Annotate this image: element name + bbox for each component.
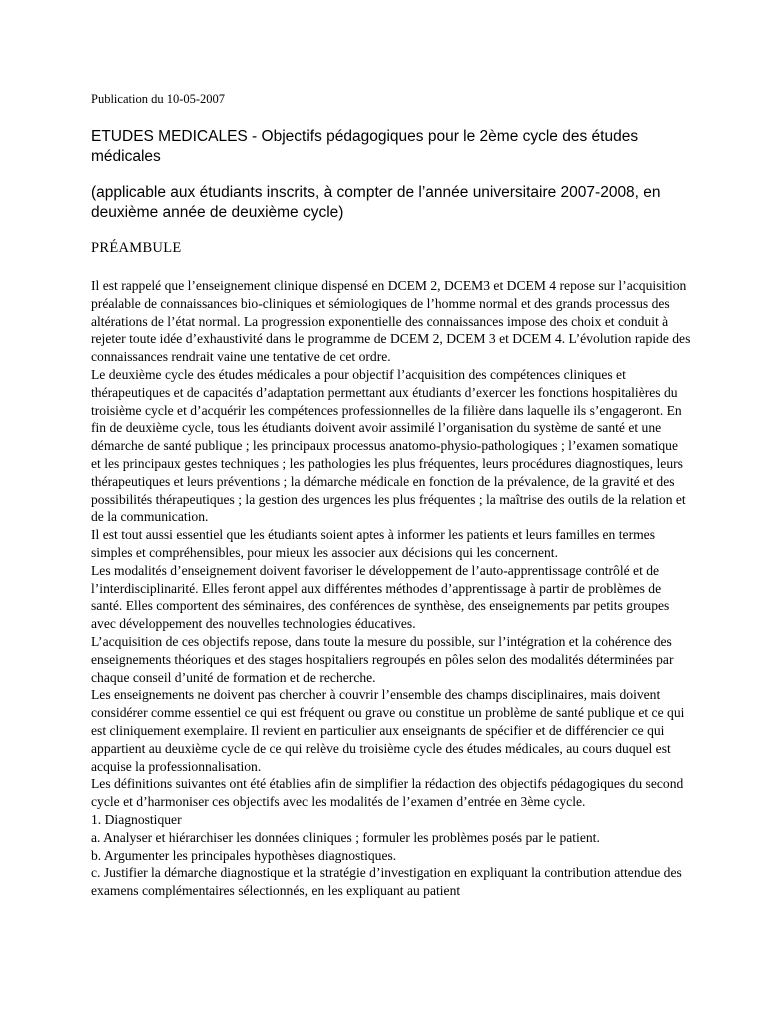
paragraph-3: Il est tout aussi essentiel que les étudiants soient aptes à informer les patients et leurs familles en termes simples et compréhensibles, pour mieux les associer aux décisions qui les concernent.: [91, 527, 655, 560]
paragraph-2: Le deuxième cycle des études médicales a pour objectif l’acquisition des compétences cliniques et thérapeutiques et de capacités d’adaptation permettant aux étudiants d’exercer les fonctions hospitalières du troisième cycle et d’acquérir les compétences professionnelles de la filière dans laquelle ils s’engageront. En fin de deuxième cycle, tous les étudiants doivent avoir assimilé l’organisation du système de santé et une démarche de santé publique ; les principaux processus anatomo-physio-pathologiques ; l’examen somatique et les principaux gestes techniques ; les pathologies les plus fréquentes, leurs procédures diagnostiques, leurs thérapeutiques et leurs préventions ; la démarche médicale en fonction de la prévalence, de la gravité et des possibilités thérapeutiques ; la gestion des urgences les plus fréquentes ; la maîtrise des outils de la relation et de la communication.: [91, 366, 686, 525]
paragraph-6: Les enseignements ne doivent pas chercher à couvrir l’ensemble des champs disciplinaires, mais doivent considérer comme essentiel ce qui est fréquent ou grave ou constitue un problème de santé publique et ce qui est cliniquement exemplaire. Il revient en particulier aux enseignants de spécifier et de différencier ce qui appartient au deuxième cycle de ce qui relève du troisième cycle des études médicales, au cours duquel est acquise la professionnalisation.: [91, 687, 685, 774]
list-item-c: c. Justifier la démarche diagnostique et la stratégie d’investigation en expliquant la contribution attendue des examens complémentaires sélectionnés, en les expliquant au patient: [91, 865, 682, 899]
publication-date: Publication du 10-05-2007: [91, 92, 226, 106]
paragraph-5: L’acquisition de ces objectifs repose, dans toute la mesure du possible, sur l’intégration et la cohérence des enseignements théoriques et des stages hospitaliers regroupés en pôles selon des modalités déterminées par chaque conseil d’unité de formation et de recherche.: [91, 633, 674, 685]
paragraph-7: Les définitions suivantes ont été établies afin de simplifier la rédaction des objectifs pédagogiques du second cycle et d’harmoniser ces objectifs avec les modalités de l’examen d’entrée en 3ème cycle.: [91, 776, 684, 810]
section-heading-preambule: PRÉAMBULE: [91, 240, 182, 256]
paragraph-4: Les modalités d’enseignement doivent favoriser le développement de l’auto-apprentissage contrôlé et de l’interdisciplinarité. Elles feront appel aux différentes méthodes d’apprentissage à partir de problèmes de santé. Elles comportent des séminaires, des conférences de synthèse, des enseignements par petits groupes avec développement des nouvelles technologies éducatives.: [91, 562, 670, 632]
document-body: [91, 277, 691, 900]
document-subtitle: (applicable aux étudiants inscrits, à compter de l’année universitaire 2007-2008, en deuxième année de deuxième cycle): [91, 184, 661, 221]
list-heading-diagnostiquer: 1. Diagnostiquer: [91, 811, 182, 827]
list-item-b: b. Argumenter les principales hypothèses diagnostiques.: [91, 847, 397, 863]
list-item-a: a. Analyser et hiérarchiser les données cliniques ; formuler les problèmes posés par le patient.: [91, 829, 600, 845]
document-title: ETUDES MEDICALES - Objectifs pédagogiques pour le 2ème cycle des études médicales: [91, 128, 639, 165]
paragraph-1: Il est rappelé que l’enseignement clinique dispensé en DCEM 2, DCEM3 et DCEM 4 repose sur l’acquisition préalable de connaissances bio-cliniques et sémiologiques de l’homme normal et des grands processus des altérations de l’état normal. La progression exponentielle des connaissances impose des choix et conduit à rejeter toute idée d’exhaustivité dans le programme de DCEM 2, DCEM 3 et DCEM 4. L’évolution rapide des connaissances rendrait vaine une tentative de cet ordre.: [91, 278, 691, 365]
